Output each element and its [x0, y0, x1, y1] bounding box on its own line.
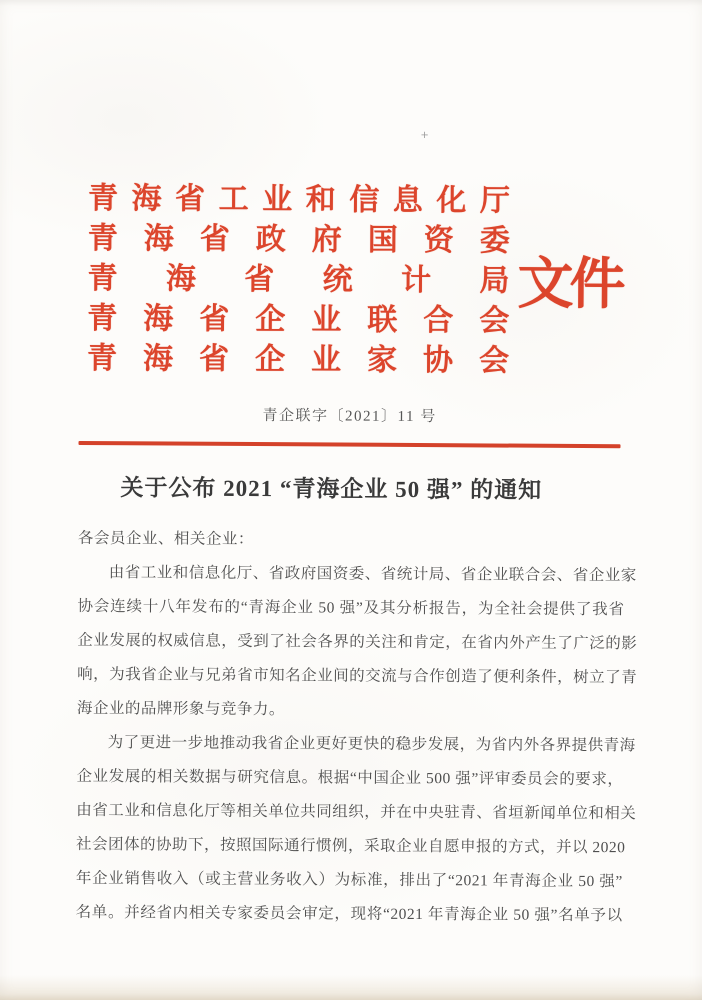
letterhead-lines: [87, 179, 510, 382]
body-line: 企业发展的相关数据与研究信息。根据“中国企业 500 强”评审委员会的要求，: [76, 767, 624, 789]
body-line: 社会团体的协助下，按照国际通行惯例，采取企业自愿申报的方式，并以 2020: [76, 835, 626, 857]
body-line: 响，为我省企业与兄弟省市知名企业间的交流与合作创造了便利条件，树立了青: [77, 665, 638, 687]
body-line: 各会员企业、相关企业：: [77, 529, 254, 549]
body-line: 年企业销售收入（或主营业务收入）为标准，排出了“2021 年青海企业 50 强”: [75, 869, 623, 891]
red-divider-line: [79, 441, 621, 448]
letterhead-line: 青 海 省 企 业 联 合 会: [87, 301, 510, 338]
body-line: 由省工业和信息化厅等相关单位共同组织，并在中央驻青、省垣新闻单位和相关: [76, 801, 637, 823]
letterhead-line: 青 海 省 统 计 局: [87, 261, 510, 298]
letterhead-line: 青 海 省 工 业 和 信 息 化 厅: [87, 181, 511, 218]
body-line: 协会连续十八年发布的“青海企业 50 强”及其分析报告，为全社会提供了我省: [77, 597, 625, 619]
body-line: 企业发展的权威信息，受到了社会各界的关注和肯定，在省内外产生了广泛的影: [77, 631, 638, 653]
body-line: 为了更进一步地推动我省企业更好更快的稳步发展，为省内外各界提供青海: [107, 734, 636, 755]
body-line: 由省工业和信息化厅、省政府国资委、省统计局、省企业联合会、省企业家: [108, 564, 637, 585]
document-number: 青企联字〔2021〕11 号: [262, 408, 437, 426]
document-label: 文件: [517, 253, 622, 317]
notice-body: [75, 522, 638, 933]
notice-title: 关于公布 2021 “青海企业 50 强” 的通知: [120, 475, 543, 503]
letterhead-line: 青 海 省 政 府 国 资 委: [87, 221, 510, 258]
registration-mark: +: [420, 130, 429, 142]
letterhead-line: 青 海 省 企 业 家 协 会: [86, 341, 510, 378]
body-line: 名单。并经省内相关专家委员会审定，现将“2021 年青海企业 50 强”名单予以: [75, 903, 623, 925]
body-line: 海企业的品牌形象与竞争力。: [76, 699, 285, 719]
